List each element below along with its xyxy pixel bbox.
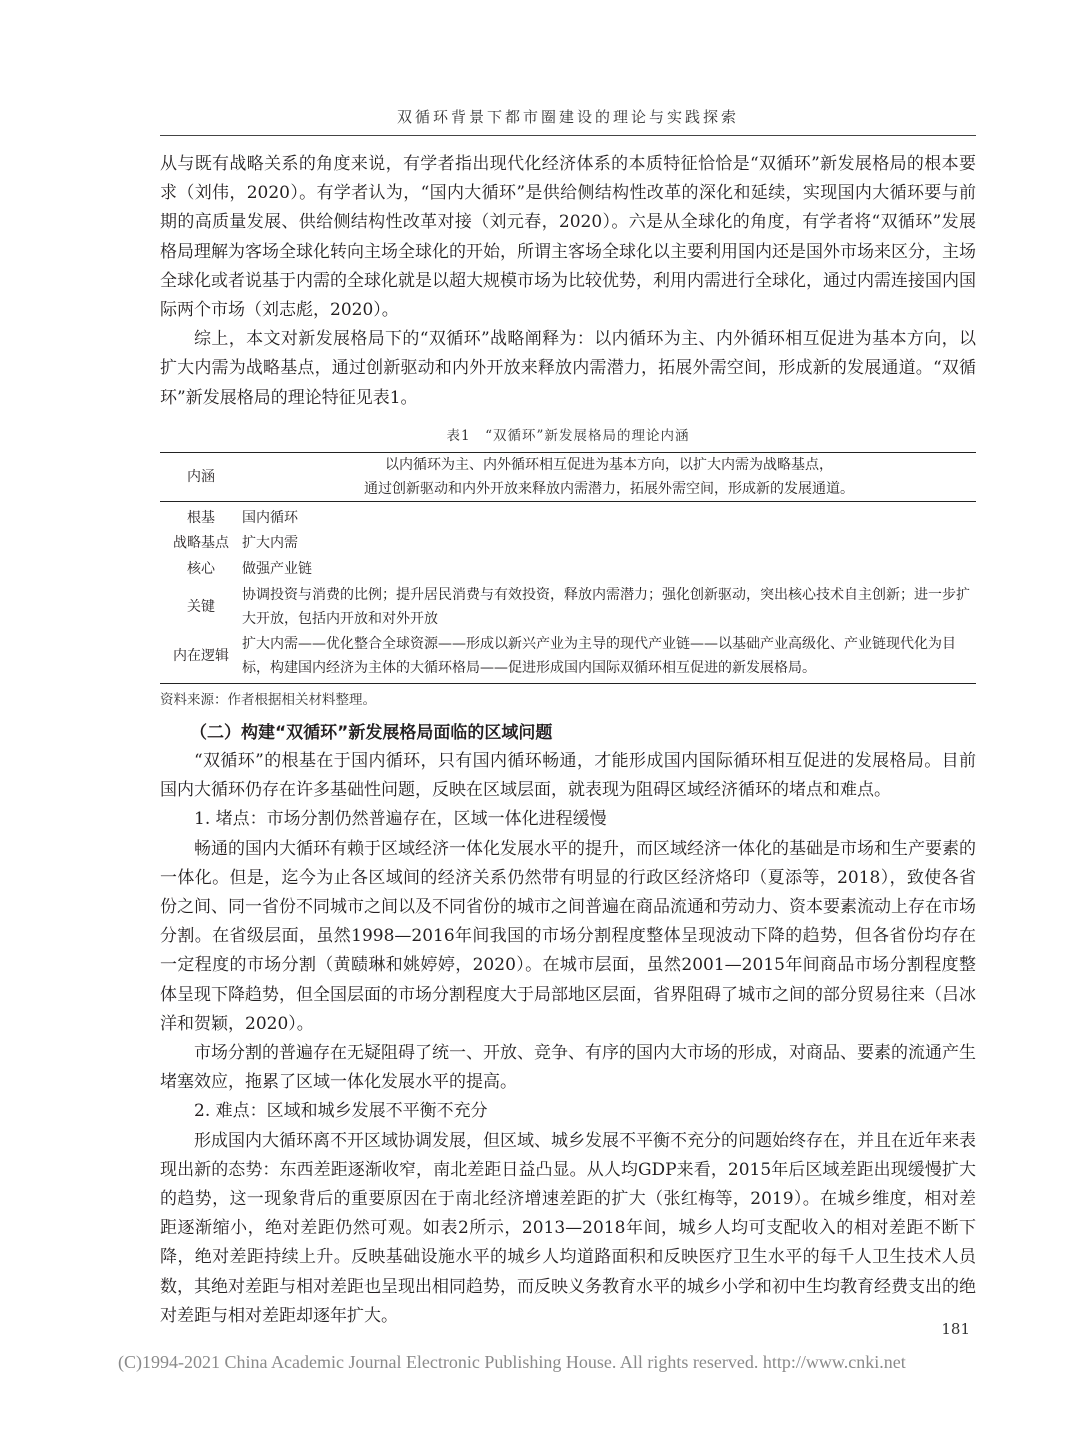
row-label: 根基 <box>187 510 215 526</box>
paragraph: 畅通的国内大循环有赖于区域经济一体化发展水平的提升，而区域经济一体化的基础是市场和生产要素的一体化。但是，迄今为止各区域间的经济关系仍然带有明显的行政区经济烙印（夏添等，2018），致使各省份之间、同一省份不同城市之间以及不同省份的城市之间普遍在商品流通和劳动力、资本要素流动上存在市场分割。在省级层面，虽然1998—2016年间我国的市场分割程度整体呈现波动下降的趋势，但各省份均存在一定程度的市场分割（黄赜琳和姚婷婷，2020）。在城市层面，虽然2001—2015年间商品市场分割程度整体呈现下降趋势，但全国层面的市场分割程度大于局部地区层面，省界阻碍了城市之间的部分贸易往来（吕冰洋和贺颖，2020）。 <box>160 838 976 1034</box>
table-source-note: 资料来源：作者根据相关材料整理。 <box>160 692 376 708</box>
row-label: 关键 <box>187 599 215 615</box>
row-content: 协调投资与消费的比例；提升居民消费与有效投资，释放内需潜力；强化创新驱动，突出核心技术自主创新；进一步扩大开放，包括内开放和对外开放 <box>242 587 970 627</box>
table-row <box>160 502 976 531</box>
section-heading: （二）构建“双循环”新发展格局面临的区域问题 <box>190 723 553 743</box>
table-caption: 表1 “双循环”新发展格局的理论内涵 <box>446 428 690 444</box>
row-content: 扩大内需——优化整合全球资源——形成以新兴产业为主导的现代产业链——以基础产业高级化、产业链现代化为目标，构建国内经济为主体的大循环格局——促进形成国内国际双循环相互促进的新发展格局。 <box>242 632 976 684</box>
paragraph: 形成国内大循环离不开区域协调发展，但区域、城乡发展不平衡不充分的问题始终存在，并且在近年来表现出新的态势：东西差距逐渐收窄，南北差距日益凸显。从人均GDP来看，2015年后区域差距出现缓慢扩大的趋势，这一现象背后的重要原因在于南北经济增速差距的扩大（张红梅等，2019）。在城乡维度，相对差距逐渐缩小，绝对差距仍然可观。如表2所示，2013—2018年间，城乡人均可支配收入的相对差距不断下降，绝对差距持续上升。反映基础设施水平的城乡人均道路面积和反映医疗卫生水平的每千人卫生技术人员数，其绝对差距与相对差距也呈现出相同趋势，而反映义务教育水平的城乡小学和初中生均教育经费支出的绝对差距与相对差距却逐年扩大。 <box>160 1130 976 1326</box>
subsection-heading: 1. 堵点：市场分割仍然普遍存在，区域一体化进程缓慢 <box>194 809 607 830</box>
row-content: 扩大内需 <box>242 535 298 551</box>
paragraph: 综上，本文对新发展格局下的“双循环”战略阐释为：以内循环为主、内外循环相互促进为基本方向，以扩大内需为战略基点，通过创新驱动和内外开放来释放内需潜力，拓展外需空间，形成新的发展通道。“双循环”新发展格局的理论特征见表1。 <box>160 329 976 408</box>
subsection-heading: 2. 难点：区域和城乡发展不平衡不充分 <box>194 1101 488 1122</box>
table-header-content <box>242 453 976 502</box>
page-number: 181 <box>941 1320 970 1338</box>
table-row <box>160 582 976 632</box>
row-content: 国内循环 <box>242 510 298 526</box>
row-label: 战略基点 <box>173 535 229 551</box>
theory-table <box>160 452 976 684</box>
row-label: 内在逻辑 <box>160 632 242 684</box>
header-rule <box>160 135 976 136</box>
copyright-footer: (C)1994-2021 China Academic Journal Electronic Publishing House. All rights reserved. http://www.cnki.net <box>118 1352 906 1372</box>
row-content: 做强产业链 <box>242 561 312 577</box>
table-header-label: 内涵 <box>160 453 242 502</box>
paragraph: 市场分割的普遍存在无疑阻碍了统一、开放、竞争、有序的国内大市场的形成，对商品、要素的流通产生堵塞效应，拖累了区域一体化发展水平的提高。 <box>160 1043 976 1093</box>
running-head: 双循环背景下都市圈建设的理论与实践探索 <box>396 108 739 126</box>
table-header-line: 通过创新驱动和内外开放来释放内需潜力，拓展外需空间，形成新的发展通道。 <box>364 481 854 497</box>
table-row <box>160 530 976 556</box>
paragraph: “双循环”的根基在于国内循环，只有国内循环畅通，才能形成国内国际循环相互促进的发展格局。目前国内大循环仍存在许多基础性问题，反映在区域层面，就表现为阻碍区域经济循环的堵点和难点。 <box>160 751 976 801</box>
body-text-bottom <box>160 747 976 1331</box>
table-header-line: 以内循环为主、内外循环相互促进为基本方向，以扩大内需为战略基点， <box>385 457 833 473</box>
paragraph: 从与既有战略关系的角度来说，有学者指出现代化经济体系的本质特征恰恰是“双循环”新发展格局的根本要求（刘伟，2020）。有学者认为，“国内大循环”是供给侧结构性改革的深化和延续，实现国内大循环要与前期的高质量发展、供给侧结构性改革对接（刘元春，2020）。六是从全球化的角度，有学者将“双循环”发展格局理解为客场全球化转向主场全球化的开始，所谓主客场全球化以主要利用国内还是国外市场来区分，主场全球化或者说基于内需的全球化就是以超大规模市场为比较优势，利用内需进行全球化，通过内需连接国内国际两个市场（刘志彪，2020）。 <box>160 154 976 321</box>
table-row <box>160 556 976 582</box>
body-text-top <box>160 150 976 413</box>
row-label: 核心 <box>187 561 215 577</box>
table-row <box>160 632 976 684</box>
